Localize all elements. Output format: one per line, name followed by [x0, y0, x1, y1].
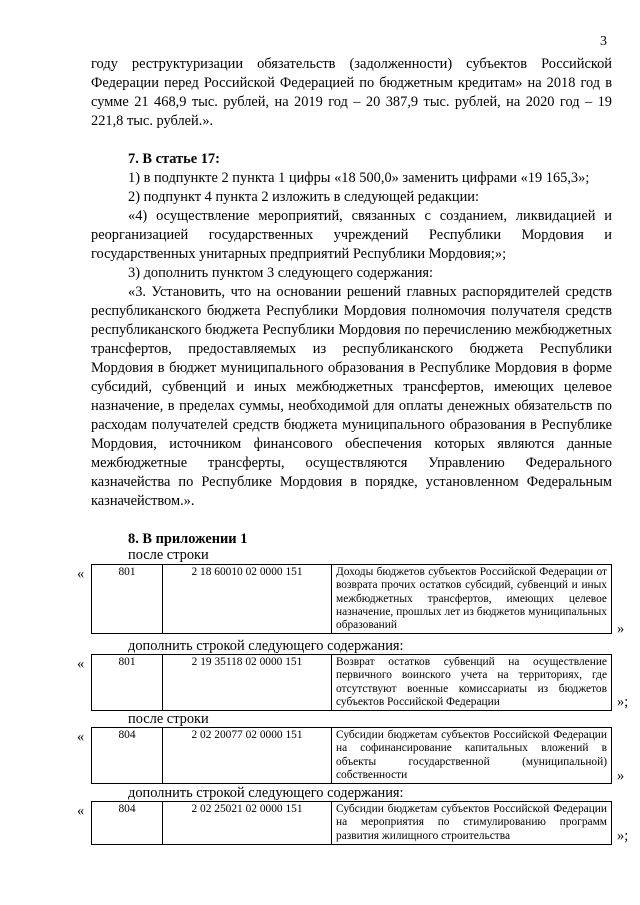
appendix-row-1	[91, 564, 612, 634]
row-2-code: 801	[92, 655, 163, 711]
caption-after-row-2: после строки	[128, 711, 209, 727]
section-7-title: 7. В статье 17:	[128, 151, 220, 167]
body-text-top	[91, 55, 612, 549]
caption-add-row-2: дополнить строкой следующего содержания:	[128, 785, 404, 801]
paragraph-quote-3: «3. Установить, что на основании решений главных распорядителей средств республиканского бюджета Республики Мордовия полномочия получателя средств республиканского бюджета Республики Мордовия по перечислению межбюджетных трансфертов, предоставляемых из республиканского бюджета Республики Мордовия в бюджет муниципального образования в Республике Мордовия в форме субсидий, субвенций и иных межбюджетных трансфертов, имеющих целевое назначение, в пределах суммы, необходимой для оплаты денежных обязательств по расходам получателей средств бюджета муниципального образования в Республике Мордовия, источником финансового обеспечения которых являются данные межбюджетные трансферты, осуществляются Управлению Федерального казначейства по Республике Мордовия в порядке, установленном Федеральным казначейством.».	[91, 284, 612, 509]
row-4-open-quote: «	[77, 803, 85, 819]
paragraph-sub-1: 1) в подпункте 2 пункта 1 цифры «18 500,0» заменить цифрами «19 165,3»;	[128, 170, 590, 186]
row-2-name: Возврат остатков субвенций на осуществление первичного воинского учета на территориях, где отсутствуют военные комиссариаты из бюджетов субъектов Российской Федерации	[332, 655, 612, 711]
row-3-open-quote: «	[77, 729, 85, 745]
page-number: 3	[600, 34, 607, 49]
row-2-open-quote: «	[77, 656, 85, 672]
caption-after-row-1: после строки	[128, 547, 209, 563]
row-2-kbk: 2 19 35118 02 0000 151	[163, 655, 332, 711]
row-2-close-quote: »;	[617, 694, 629, 710]
row-1-open-quote: «	[77, 566, 85, 582]
paragraph-quote-4: «4) осуществление мероприятий, связанных с созданием, ликвидацией и реорганизацией государственных учреждений Республики Мордовия и государственных унитарных предприятий Республики Мордовия;»;	[91, 208, 612, 262]
row-1-close-quote: »	[617, 621, 625, 637]
row-4-code: 804	[92, 802, 163, 845]
row-4-name: Субсидии бюджетам субъектов Российской Федерации на мероприятия по стимулированию программ развития жилищного строительства	[332, 802, 612, 845]
caption-add-row-1: дополнить строкой следующего содержания:	[128, 638, 404, 654]
row-4-kbk: 2 02 25021 02 0000 151	[163, 802, 332, 845]
appendix-row-2	[91, 654, 612, 711]
paragraph-continuation: году реструктуризации обязательств (задолженности) субъектов Российской Федерации перед Российской Федерацией по бюджетным кредитам» на 2018 год в сумме 21 468,9 тыс. рублей, на 2019 год – 20 387,9 тыс. рублей, на 2020 год – 19 221,8 тыс. рублей.».	[91, 56, 612, 129]
row-1-kbk: 2 18 60010 02 0000 151	[163, 565, 332, 634]
row-4-close-quote: »;	[617, 828, 629, 844]
row-3-code: 804	[92, 728, 163, 784]
appendix-row-3	[91, 727, 612, 784]
row-1-code: 801	[92, 565, 163, 634]
paragraph-sub-3: 3) дополнить пунктом 3 следующего содержания:	[128, 265, 434, 281]
row-3-close-quote: »	[617, 768, 625, 784]
appendix-row-4	[91, 801, 612, 845]
section-8-title: 8. В приложении 1	[128, 531, 248, 547]
paragraph-sub-2: 2) подпункт 4 пункта 2 изложить в следующей редакции:	[128, 189, 479, 205]
row-1-name: Доходы бюджетов субъектов Российской Федерации от возврата прочих остатков субсидий, субвенций и иных межбюджетных трансфертов, имеющих целевое назначение, прошлых лет из бюджетов муниципальных образований	[332, 565, 612, 634]
row-3-name: Субсидии бюджетам субъектов Российской Федерации на софинансирование капитальных вложений в объекты государственной (муниципальной) собственности	[332, 728, 612, 784]
row-3-kbk: 2 02 20077 02 0000 151	[163, 728, 332, 784]
